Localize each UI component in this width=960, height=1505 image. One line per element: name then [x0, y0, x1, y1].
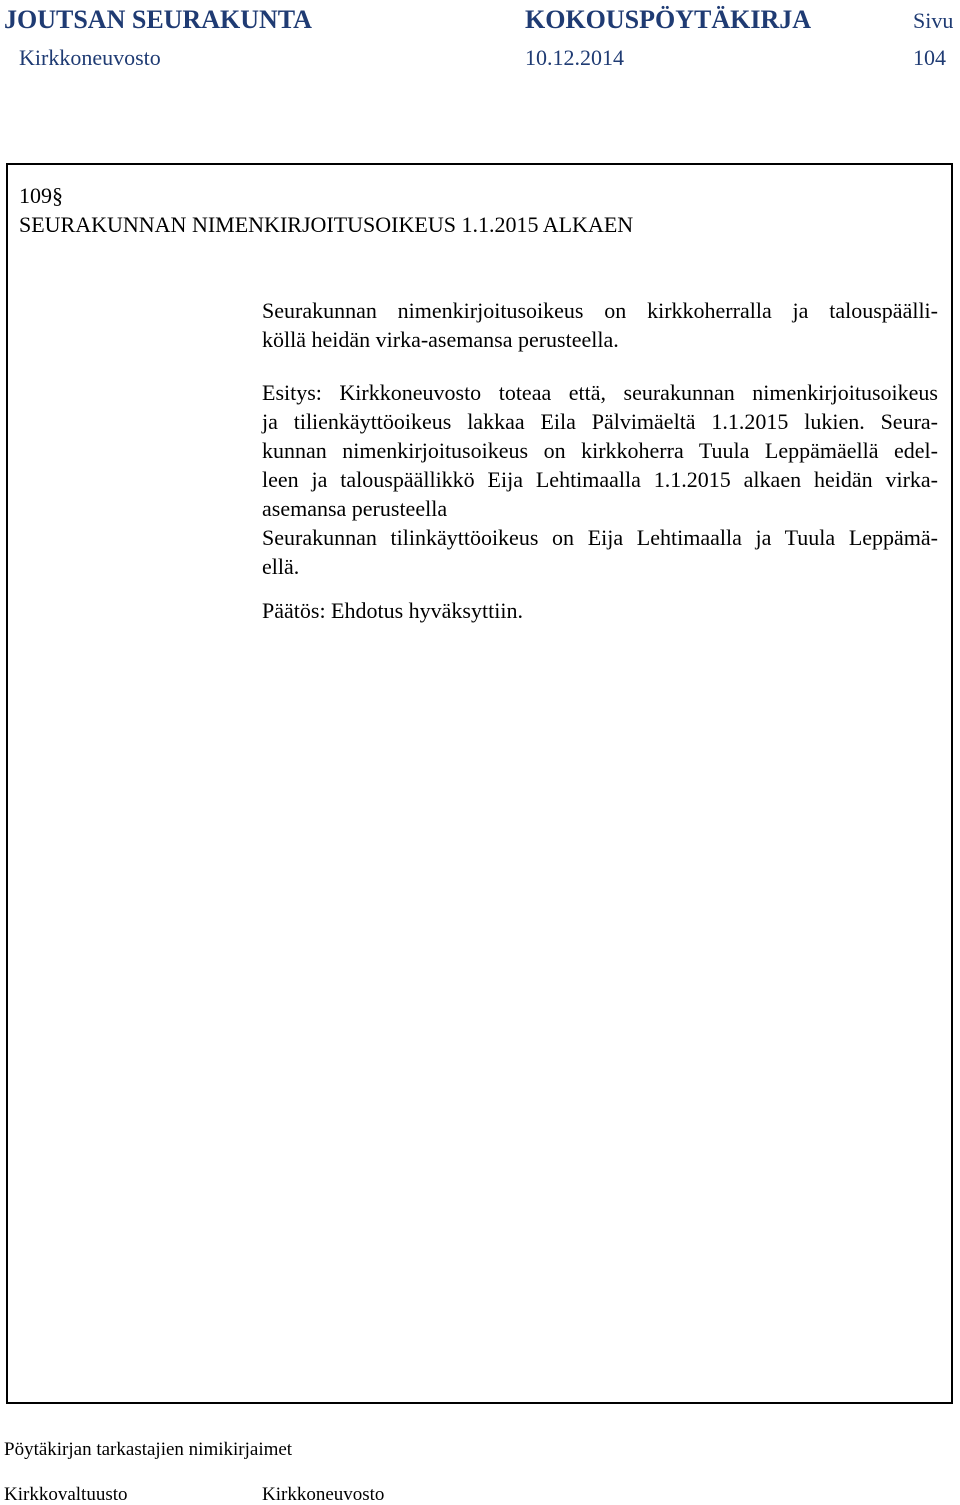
paragraph-line: Seurakunnan tilinkäyttöoikeus on Eija Lehtimaalla ja Tuula Leppämä- [262, 525, 938, 550]
paragraph-line: Seurakunnan nimenkirjoitusoikeus on kirkkoherralla ja talouspäälli- [262, 298, 938, 323]
section-title: SEURAKUNNAN NIMENKIRJOITUSOIKEUS 1.1.2015 ALKAEN [19, 212, 634, 237]
paragraph-line: ja tilienkäyttöoikeus lakkaa Eila Pälvimäeltä 1.1.2015 lukien. Seura- [262, 409, 938, 434]
paragraph-line: kunnan nimenkirjoitusoikeus on kirkkoherra Tuula Leppämäellä edel- [262, 438, 938, 463]
paragraph-line: leen ja talouspäällikkö Eija Lehtimaalla 1.1.2015 alkaen heidän virka- [262, 467, 938, 492]
organization-name: JOUTSAN SEURAKUNTA [4, 5, 312, 34]
section-number-line [19, 185, 63, 207]
signatures-label: Pöytäkirjan tarkastajien nimikirjaimet [4, 1439, 293, 1460]
footer-body-right: Kirkkoneuvosto [262, 1484, 385, 1505]
section-number: 109 [19, 183, 52, 208]
intro-paragraph [262, 296, 938, 354]
decision-text: Päätös: Ehdotus hyväksyttiin. [262, 598, 523, 623]
meeting-date: 10.12.2014 [525, 45, 624, 70]
paragraph-line: ellä. [262, 554, 300, 579]
meeting-body: Kirkkoneuvosto [19, 45, 161, 70]
section-sign: § [52, 183, 63, 208]
document-type: KOKOUSPÖYTÄKIRJA [525, 5, 812, 34]
paragraph-line: köllä heidän virka-asemansa perusteella. [262, 327, 619, 352]
page-number: 104 [913, 45, 946, 70]
page-label: Sivu [913, 8, 954, 33]
paragraph-line: Esitys: Kirkkoneuvosto toteaa että, seurakunnan nimenkirjoitusoikeus [262, 380, 938, 405]
proposal-paragraph [262, 378, 938, 581]
footer-body-left: Kirkkovaltuusto [4, 1484, 128, 1505]
paragraph-line: asemansa perusteella [262, 496, 448, 521]
